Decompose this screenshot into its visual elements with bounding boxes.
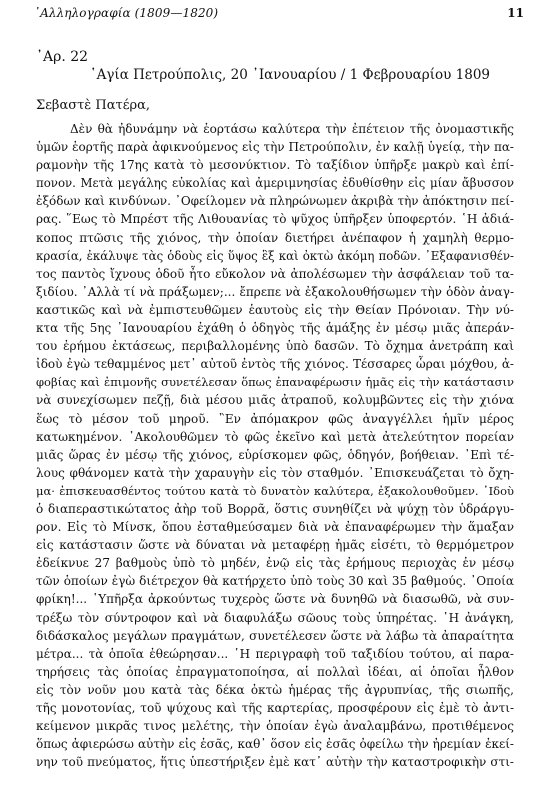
text-line: κατωκημένον. ᾿Ακολουθῶμεν τὸ φῶς ἐκεῖνο καὶ μετὰ ἀτελεύτητον πορείαν [36, 429, 514, 444]
text-line: ὑμῶν ἑορτῆς παρὰ ἀφικνούμενος εἰς τὴν Πετρούπολιν, ἐν καλῇ ὑγείᾳ, τὴν πα- [36, 140, 514, 155]
text-line: ρας. ῞Εως τὸ Μπρέστ τῆς Λιθουανίας τὸ ψῦχος ὑπῆρξεν ὑποφερτόν. ῾Η ἀδιά- [36, 212, 514, 227]
page-number: 11 [507, 6, 524, 20]
text-line: μα· ἐπισκευασθέντος τούτου κατὰ τὸ δυνατὸν καλύτερα, ἐξακολουθοῦμεν. ᾿Ιδοὺ [36, 483, 514, 498]
text-line: μέτρα... τὰ ὁποῖα ἐθεώρησαν... ῾Η περιγραφὴ τοῦ ταξιδίου τούτου, αἱ παρα- [36, 646, 514, 661]
text-line: ξιδίου. ᾿Αλλὰ τί νὰ πράξωμεν;... ἔπρεπε νὰ ἐξακολουθήσωμεν τὴν ὁδὸν ἀναγ- [36, 284, 514, 299]
text-line: φρίκη!... ῾Υπῆρξα ἀρκούντως τυχερὸς ὥστε νὰ δυνηθῶ νὰ διασωθῶ, νὰ συν- [36, 592, 514, 607]
text-line: εἰς κατάστασιν ὥστε νὰ δύναται νὰ μεταφέρῃ ἡμᾶς εἰσέτι, τὸ θερμόμετρον [36, 538, 514, 553]
text-line: Δὲν θὰ ἠδυνάμην νὰ ἑορτάσω καλύτερα τὴν ἐπέτειον τῆς ὀνομαστικῆς [70, 122, 514, 136]
text-line: τῆς μονοτονίας, τοῦ ψύχους καὶ τῆς καρτερίας, προσφέρουν εἰς ἐμὲ τὸ ἀντι- [36, 701, 514, 715]
text-line: τος παντὸς ἴχνους ὁδοῦ ἦτο εὔκολον νὰ ἀπολέσωμεν τὴν ἀσφάλειαν τοῦ τα- [36, 266, 514, 281]
text-line: ἐδείκνυε 27 βαθμοὺς ὑπὸ τὸ μηδέν, ἐνῷ εἰς τὰς ἐρήμους περιοχὰς ἐν μέσῳ [36, 556, 514, 571]
text-line: καστικῶς καὶ νὰ ἐμπιστευθῶμεν ἑαυτοὺς εἰς τὴν Θείαν Πρόνοιαν. Τὴν νύ- [36, 302, 514, 317]
text-line: κρασία, ἐκάλυψε τὰς ὁδοὺς εἰς ὕψος ἓξ καὶ ὀκτὼ ἀκόμη ποδῶν. ᾿Εξαφανισθέν- [36, 248, 514, 263]
text-line: λους φθάνομεν κατὰ τὴν χαραυγὴν εἰς τὸν σταθμόν. ᾿Επισκευάζεται τὸ ὄχη- [36, 465, 514, 480]
text-line: τῶν ὁποίων ἐγὼ διέτρεχον θὰ κατήρχετο ὑπὸ τοὺς 30 καὶ 35 βαθμούς. ᾿Οποία [36, 574, 514, 589]
text-line: εἰς τὸν νοῦν μου κατὰ τὰς δέκα ὀκτὼ ἡμέρας τῆς ἀγρυπνίας, τῆς σιωπῆς, [36, 682, 514, 697]
text-line: νὰ συνεχίσωμεν πεζῇ, διὰ μέσου μιᾶς ἀτραποῦ, κολυμβῶντες εἰς τὴν χιόνα [36, 393, 514, 408]
letter-body [36, 120, 514, 771]
text-line: του ἐρήμου ἐκτάσεως, περιβαλλομένης ὑπὸ δασῶν. Τὸ ὄχημα ἀνετράπη καὶ [36, 339, 514, 354]
text-line: ρον. Εἰς τὸ Μίνσκ, ὅπου ἐσταθμεύσαμεν διὰ νὰ ἐπαναφέρωμεν τὴν ἅμαξαν [36, 520, 514, 535]
text-line: κτα τῆς 5ης ᾿Ιανουαρίου ἐχάθη ὁ ὁδηγὸς τῆς ἁμάξης ἐν μέσῳ μιᾶς ἀπεράν- [36, 321, 514, 336]
text-line: ἕως τὸ μέσον τοῦ μηροῦ. ῍Εν ἀπόμακρον φῶς ἀναγγέλλει ἡμῖν μέρος [36, 411, 514, 426]
text-line: κείμενον μικρᾶς τινος μελέτης, τὴν ὁποίαν ἐγὼ ἀναλαμβάνω, προτιθέμενος [36, 719, 514, 734]
text-line: νην τοῦ πνεύματος, ἥτις ὑπεστήριξεν ἐμὲ κατ᾿ αὐτὴν τὴν καταστροφικὴν στι- [36, 755, 514, 770]
letter-salutation: Σεβαστὲ Πατέρα, [36, 98, 150, 113]
letter-dateline: ῾Αγία Πετρούπολις, 20 ᾿Ιανουαρίου / 1 Φεβρουαρίου 1809 [89, 67, 490, 83]
text-line: ἐξόδων καὶ κινδύνων. ᾿Οφείλομεν νὰ πληρώνωμεν ἀκριβὰ τὴν ἀπόκτησιν πεί- [36, 194, 514, 209]
running-title: ᾿Αλληλογραφία (1809—1820) [34, 6, 219, 20]
text-line: ραμονὴν τῆς 17ης κατὰ τὸ μεσονύκτιον. Τὸ ταξίδιον ὑπῆρξε μακρὺ καὶ ἐπί- [36, 158, 514, 173]
text-line: ὁ διαπεραστικώτατος ἀὴρ τοῦ Βορρᾶ, ὅστις συνηθίζει νὰ ψύχῃ τὸν ὑδράργυ- [36, 501, 514, 516]
letter-number: ᾿Αρ. 22 [36, 49, 89, 65]
text-line: τρέξω τὸν σύντροφον καὶ νὰ διαφυλάξω σῶους τοὺς ὑπηρέτας. ῾Η ἀνάγκη, [36, 610, 514, 625]
text-line: κοπος πτῶσις τῆς χιόνος, τὴν ὁποίαν διετήρει ἀνέπαφον ἡ χαμηλὴ θερμο- [36, 230, 514, 245]
text-line: διδάσκαλος μεγάλων πραγμάτων, συνετέλεσεν ὥστε νὰ λάβω τὰ ἀπαραίτητα [36, 628, 514, 643]
text-line: πονον. Μετὰ μεγάλης εὐκολίας καὶ ἀμεριμνησίας ἐδυθίσθην εἰς μίαν ἄβυσσον [36, 176, 514, 191]
text-line: ὅπως ἀφιερώσω αὐτὴν εἰς ἐσᾶς, καθ᾿ ὅσον εἰς ἐσᾶς ὀφείλω τὴν ἠρεμίαν ἐκεί- [36, 737, 514, 752]
text-line: ἰδοὺ ἐγὼ τεθαμμένος μετ᾿ αὐτοῦ ἐντὸς τῆς χιόνος. Τέσσαρες ὧραι μόχθου, ἀ- [36, 357, 514, 372]
text-line: μιᾶς ὥρας ἐν μέσῳ τῆς χιόνος, εὑρίσκομεν φῶς, ὁδηγόν, βοήθειαν. ᾿Επὶ τέ- [36, 447, 514, 462]
text-line: τηρήσεις τὰς ὁποίας ἐπραγματοποίησα, αἱ πολλαὶ ἰδέαι, αἱ ὁποῖαι ἦλθον [36, 664, 514, 679]
text-line: φοβίας καὶ ἐπιμονῆς συνετέλεσαν ὅπως ἐπαναφέρωσιν ἡμᾶς εἰς τὴν κατάστασιν [36, 375, 514, 390]
